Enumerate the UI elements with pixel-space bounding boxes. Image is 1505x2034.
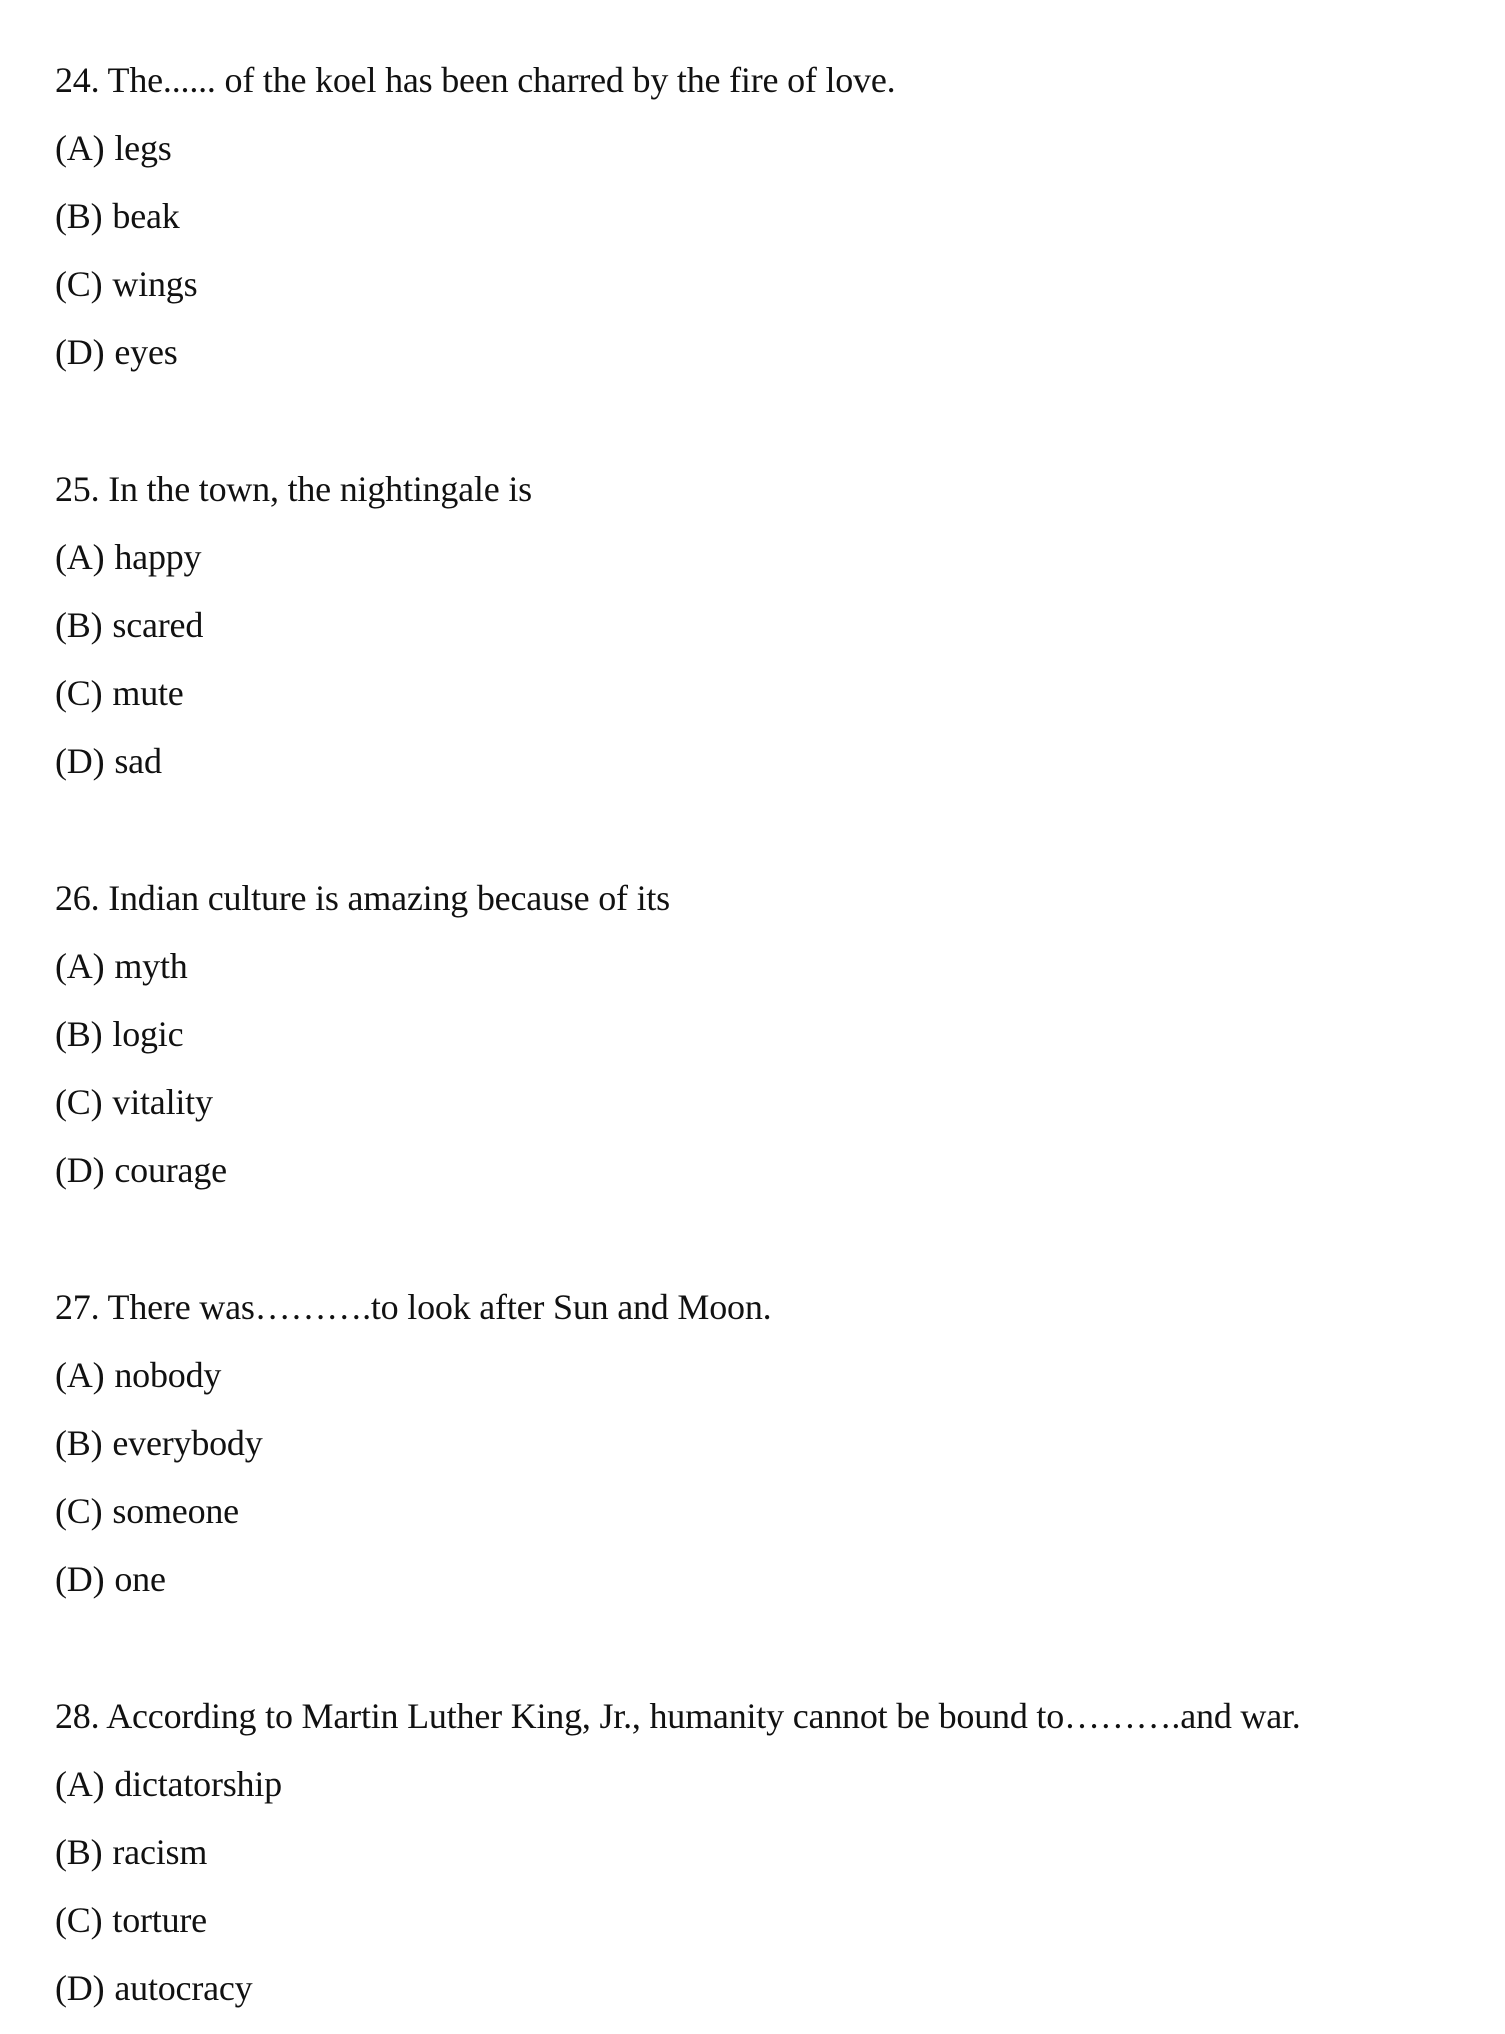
question-28 [55, 1682, 1495, 2022]
option-letter: (A) [55, 1764, 105, 1804]
question-26 [55, 864, 1495, 1204]
option-label: wings [112, 264, 198, 304]
option-label: courage [114, 1150, 227, 1190]
option-d[interactable] [55, 1545, 1495, 1613]
option-c[interactable] [55, 1477, 1495, 1545]
option-label: beak [112, 196, 180, 236]
option-letter: (D) [55, 1150, 105, 1190]
option-label: someone [112, 1491, 239, 1531]
option-letter: (C) [55, 1082, 103, 1122]
option-b[interactable] [55, 1000, 1495, 1068]
option-letter: (A) [55, 537, 105, 577]
option-label: nobody [114, 1355, 222, 1395]
option-letter: (D) [55, 1559, 105, 1599]
option-label: mute [112, 673, 184, 713]
option-label: legs [114, 128, 172, 168]
option-letter: (A) [55, 128, 105, 168]
option-label: vitality [112, 1082, 213, 1122]
option-d[interactable] [55, 727, 1495, 795]
option-a[interactable] [55, 932, 1495, 1000]
option-letter: (D) [55, 1968, 105, 2008]
option-label: torture [112, 1900, 207, 1940]
question-24 [55, 46, 1495, 386]
option-label: myth [114, 946, 188, 986]
option-letter: (A) [55, 1355, 105, 1395]
option-d[interactable] [55, 318, 1495, 386]
question-text: 28. According to Martin Luther King, Jr., humanity cannot be bound to……….and war. [55, 1696, 1301, 1736]
question-text: 26. Indian culture is amazing because of its [55, 878, 670, 918]
option-label: sad [114, 741, 162, 781]
option-a[interactable] [55, 1341, 1495, 1409]
option-letter: (B) [55, 1832, 103, 1872]
option-c[interactable] [55, 659, 1495, 727]
option-b[interactable] [55, 591, 1495, 659]
option-letter: (B) [55, 605, 103, 645]
option-b[interactable] [55, 182, 1495, 250]
option-letter: (C) [55, 264, 103, 304]
question-text: 27. There was……….to look after Sun and Moon. [55, 1287, 772, 1327]
option-label: scared [112, 605, 204, 645]
option-letter: (C) [55, 1491, 103, 1531]
question-text: 24. The...... of the koel has been charred by the fire of love. [55, 60, 896, 100]
option-letter: (C) [55, 673, 103, 713]
option-label: racism [112, 1832, 208, 1872]
option-letter: (A) [55, 946, 105, 986]
option-label: eyes [114, 332, 178, 372]
option-label: dictatorship [114, 1764, 282, 1804]
question-text: 25. In the town, the nightingale is [55, 469, 532, 509]
option-c[interactable] [55, 1068, 1495, 1136]
option-letter: (B) [55, 196, 103, 236]
option-label: autocracy [114, 1968, 253, 2008]
option-a[interactable] [55, 114, 1495, 182]
option-c[interactable] [55, 1886, 1495, 1954]
option-label: logic [112, 1014, 184, 1054]
option-b[interactable] [55, 1409, 1495, 1477]
option-c[interactable] [55, 250, 1495, 318]
option-a[interactable] [55, 1750, 1495, 1818]
option-label: everybody [112, 1423, 263, 1463]
option-letter: (D) [55, 741, 105, 781]
option-d[interactable] [55, 1136, 1495, 1204]
option-letter: (B) [55, 1014, 103, 1054]
option-letter: (C) [55, 1900, 103, 1940]
option-label: one [114, 1559, 166, 1599]
option-a[interactable] [55, 523, 1495, 591]
option-b[interactable] [55, 1818, 1495, 1886]
option-d[interactable] [55, 1954, 1495, 2022]
question-25 [55, 455, 1495, 795]
question-27 [55, 1273, 1495, 1613]
option-label: happy [114, 537, 202, 577]
option-letter: (B) [55, 1423, 103, 1463]
option-letter: (D) [55, 332, 105, 372]
